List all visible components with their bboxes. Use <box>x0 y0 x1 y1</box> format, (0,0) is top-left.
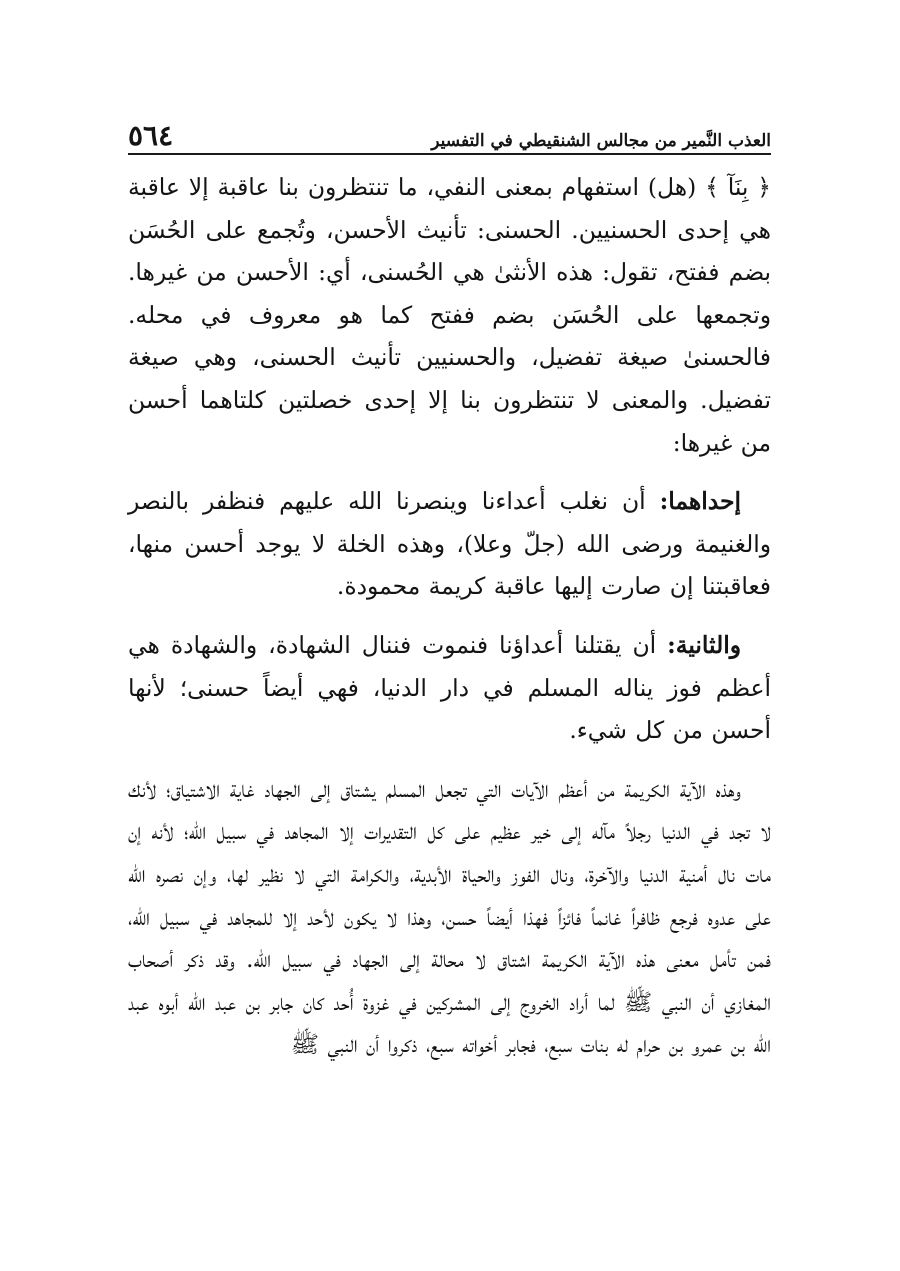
paragraph-definition <box>128 166 771 464</box>
running-head <box>128 112 771 150</box>
paragraph-second-outcome <box>128 624 771 752</box>
paragraph-gap <box>128 464 771 480</box>
paragraph-text: أن نغلب أعداءنا وينصرنا الله عليهم فنظفر بالنصر والغنيمة ورضى الله (جلّ وعلا)، وهذه الخلة لا يوجد أحسن منها، فعاقبتنا إن صارت إليها عاقبة كريمة محمودة. <box>128 487 771 601</box>
paragraph-first-outcome <box>128 480 771 608</box>
page-number: ٥٦٤ <box>128 119 174 152</box>
paragraph-lead: والثانية: <box>667 630 741 659</box>
paragraph-lead: إحداهما: <box>659 487 741 516</box>
paragraph-gap <box>128 608 771 624</box>
page-body <box>128 166 771 1066</box>
paragraph-gap <box>128 752 771 768</box>
book-page <box>128 0 771 1271</box>
paragraph-text: ﴿ بِنَآ ﴾ (هل) استفهام بمعنى النفي، ما تنتظرون بنا عاقبة إلا عاقبة هي إحدى الحسنيين. الحسنى: تأنيث الأحسن، وتُجمع على الحُسَن بضم ففتح، تقول: هذه الأنثىٰ هي الحُسنى، أي: الأحسن من غيرها. وتجمعها على الحُسَن بضم ففتح كما هو معروف في محله. فالحسنىٰ صيغة تفضيل، والحسنيين تأنيث الحسنى، وهي صيغة تفضيل. والمعنى لا تنتظرون بنا إلا إحدى خصلتين كلتاهما أحسن من غيرها: <box>128 173 771 457</box>
paragraph-text: وهذه الآية الكريمة من أعظم الآيات التي تجعل المسلم يشتاق إلى الجهاد غاية الاشتياق؛ لأنك لا تجد في الدنيا رجلاً مآله إلى خير عظيم على كل التقديرات إلا المجاهد في سبيل الله؛ لأنه إن مات نال أمنية الدنيا والآخرة، ونال الفوز والحياة الأبدية، والكرامة التي لا نظير لها، وإن نصره الله على عدوه فرجع ظافراً غانماً فائزاً فهذا أيضاً حسن، وهذا لا يكون لأحد إلا للمجاهد في سبيل الله، فمن تأمل معنى هذه الآية الكريمة اشتاق لا محالة إلى الجهاد في سبيل الله. وقد ذكر أصحاب المغازي أن النبي ﷺ لما أراد الخروج إلى المشركين في غزوة أُحد كان جابر بن عبد الله أبوه عبد الله بن عمرو بن حرام له بنات سبع، فجابر أخواته سبع، ذكروا أن النبي ﷺ <box>128 774 771 1059</box>
paragraph-commentary <box>128 768 771 1066</box>
book-title: العذب النَّمير من مجالس الشنقيطي في التفسير <box>431 131 771 151</box>
header-rule <box>128 153 771 155</box>
paragraph-text: أن يقتلنا أعداؤنا فنموت فننال الشهادة، والشهادة هي أعظم فوز يناله المسلم في دار الدنيا، فهي أيضاً حسنى؛ لأنها أحسن من كل شيء. <box>128 630 771 745</box>
